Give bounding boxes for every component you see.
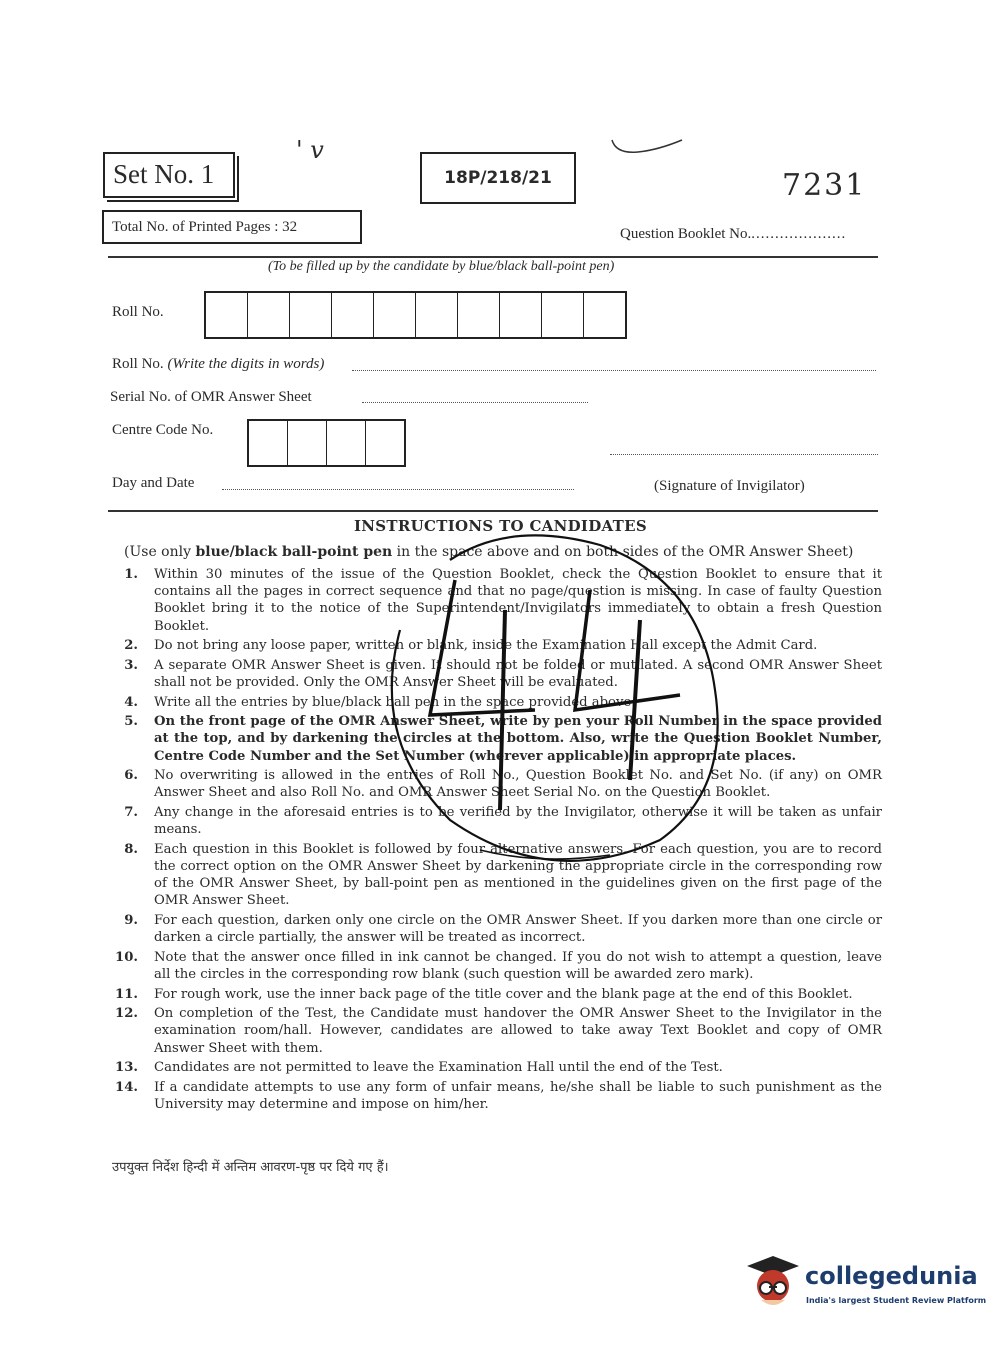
signature-label: (Signature of Invigilator) <box>654 478 805 494</box>
day-date-line[interactable] <box>222 489 574 490</box>
roll-no-words-line[interactable] <box>352 370 876 371</box>
instructions-heading: INSTRUCTIONS TO CANDIDATES <box>353 517 648 535</box>
omr-serial-label: Serial No. of OMR Answer Sheet <box>110 389 312 405</box>
roll-no-label: Roll No. <box>112 304 164 320</box>
instructions-subheading: (Use only blue/black ball-point pen in the space above and on both sides of the OMR Answer Sheet) <box>124 544 854 560</box>
instruction-item: 14. If a candidate attempts to use any form of unfair means, he/she shall be liable to such punishment as the University may determine and impose on him/her. <box>115 1079 882 1112</box>
instruction-item: 10. Note that the answer once filled in ink cannot be changed. If you do not wish to attempt a question, leave all the circles in the corresponding row blank (such question will be awarded zero mark). <box>115 949 882 982</box>
question-booklet-number: 7231 <box>782 168 867 203</box>
instruction-item: 11. For rough work, use the inner back page of the title cover and the blank page at the end of this Booklet. <box>115 986 853 1002</box>
instruction-item: 8. Each question in this Booklet is followed by four alternative answers. For each question, you are to record the correct option on the OMR Answer Sheet by darkening the appropriate circle in the corresponding row of the OMR Answer Sheet, by ball-point pen as mentioned in the guidelines given on the first page of the OMR Answer Sheet. <box>124 841 882 909</box>
collegedunia-tagline: India's largest Student Review Platform <box>806 1296 987 1305</box>
instruction-item: 6. No overwriting is allowed in the entries of Roll No., Question Booklet No. and Set No. (if any) on OMR Answer Sheet and also Roll No. and OMR Answer Sheet Serial No. on the Question Booklet. <box>124 768 882 801</box>
instruction-item: 7. Any change in the aforesaid entries is to be verified by the Invigilator, otherwise it will be taken as unfair means. <box>124 804 882 838</box>
signature-line[interactable] <box>610 454 878 455</box>
collegedunia-logo-icon <box>743 1252 803 1312</box>
instruction-item: 12. On completion of the Test, the Candidate must handover the OMR Answer Sheet to the Invigilator in the examination room/hall. However, candidates are allowed to take away Text Booklet and copy of OMR Answer Sheet with them. <box>115 1006 882 1056</box>
handwritten-tick <box>608 134 688 160</box>
centre-code-boxes[interactable] <box>247 419 406 467</box>
day-date-label: Day and Date <box>112 475 195 491</box>
divider-top <box>108 256 878 258</box>
collegedunia-wordmark: collegedunia <box>805 1262 978 1290</box>
instruction-item: 9. For each question, darken only one circle on the OMR Answer Sheet. If you darken more than one circle or darken a circle partially, the answer will be treated as incorrect. <box>124 912 882 946</box>
instruction-item: 2. Do not bring any loose paper, written or blank, inside the Examination Hall except the Admit Card. <box>124 638 818 654</box>
instruction-item: 5. On the front page of the OMR Answer Sheet, write by pen your Roll Number in the space provided at the top, and by darkening the circles at the bottom. Also, write the Question Booklet Number, Centre Code Number and the Set Number (wherever applicable) in appropriate places. <box>124 714 882 764</box>
instruction-list <box>112 566 882 1116</box>
hindi-note: उपयुक्त निर्देश हिन्दी में अन्तिम आवरण-पृष्ठ पर दिये गए हैं। <box>112 1160 389 1175</box>
omr-serial-line[interactable] <box>362 402 588 403</box>
question-booklet-no-field: Question Booklet No..................... <box>620 226 847 242</box>
fill-instruction-note: (To be filled up by the candidate by blue/black ball-point pen) <box>268 259 615 274</box>
instruction-item: 4. Write all the entries by blue/black ball pen in the space provided above. <box>124 694 636 710</box>
total-pages-box: Total No. of Printed Pages : 32 <box>102 210 362 244</box>
instruction-item: 13. Candidates are not permitted to leave the Examination Hall until the end of the Test. <box>115 1060 723 1076</box>
divider-instructions <box>108 510 878 512</box>
centre-code-label: Centre Code No. <box>112 422 214 438</box>
instruction-item: 3. A separate OMR Answer Sheet is given. It should not be folded or mutilated. A second OMR Answer Sheet shall not be provided. Only the OMR Answer Sheet will be evaluated. <box>124 657 882 690</box>
roll-no-words-label: Roll No. (Write the digits in words) <box>112 356 325 372</box>
roll-no-boxes[interactable] <box>204 291 627 339</box>
question-booklet-no-label: Question Booklet No. <box>620 226 752 242</box>
instruction-item: 1. Within 30 minutes of the issue of the Question Booklet, check the Question Booklet to ensure that it contains all the pages in correct sequence and that no page/question is missing. In case of faulty Question Booklet bring it to the notice of the Superintendent/Invigilators immediately to obtain a fresh Question Booklet. <box>124 567 882 634</box>
handwritten-mark: ' v <box>296 136 324 164</box>
paper-code: 18P/218/21 <box>420 152 576 204</box>
set-number-box: Set No. 1 <box>103 152 235 198</box>
